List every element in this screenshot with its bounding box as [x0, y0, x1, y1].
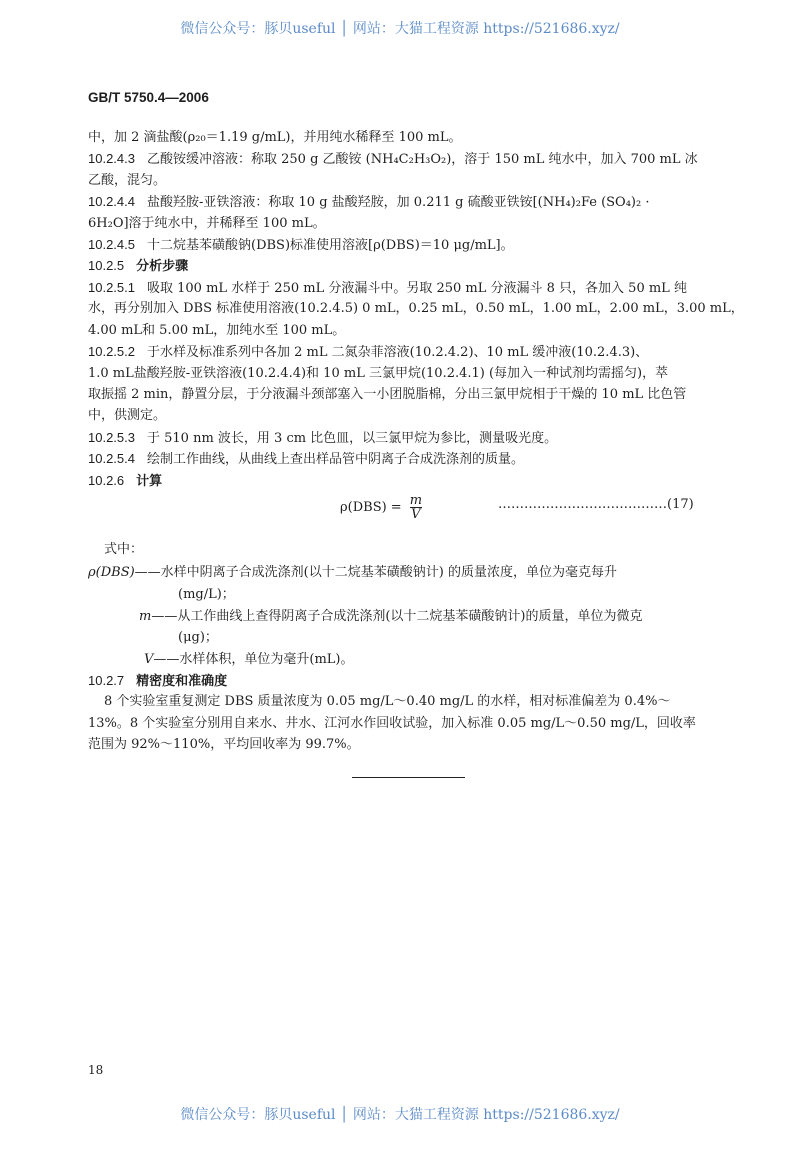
paragraph-line: 范围为 92%～110%，平均回收率为 99.7%。 [88, 737, 360, 752]
clause-text: 于水样及标准系列中各加 2 mL 二氮杂菲溶液(10.2.4.2)、10 mL 缓冲液(10.2.4.3)、 [147, 345, 649, 360]
denominator: V [411, 507, 421, 522]
clause-10-2-5-3 [88, 428, 708, 449]
paragraph-line: 水，再分别加入 DBS 标准使用溶液(10.2.4.5) 0 mL，0.25 mL，0.50 mL，1.00 mL，2.00 mL，3.00 mL， [88, 301, 744, 316]
watermark-bottom: 微信公众号：豚贝useful │ 网站：大猫工程资源 https://521686.xyz/ [180, 1107, 620, 1123]
paragraph-line: 6H₂O]溶于纯水中，并稀释至 100 mL。 [88, 216, 326, 231]
paragraph-line: 4.00 mL和 5.00 mL，加纯水至 100 mL。 [88, 323, 346, 338]
section-10-2-5 [88, 256, 708, 277]
numerator: m [409, 493, 423, 508]
clause-10-2-5-4 [88, 449, 708, 470]
paragraph-line: 1.0 mL盐酸羟胺-亚铁溶液(10.2.4.4)和 10 mL 三氯甲烷(10.2.4.1) (每加入一种试剂均需摇匀)，萃 [88, 366, 669, 381]
clause-number: 10.2.4.3 [88, 151, 135, 166]
page-number: 18 [88, 1063, 104, 1077]
equation-number: …………………………………(17) [498, 497, 694, 512]
section-number: 10.2.7 [88, 673, 125, 688]
clause-number: 10.2.4.4 [88, 194, 135, 209]
paragraph-line: 中，加 2 滴盐酸(ρ₂₀＝1.19 g/mL)，并用纯水稀释至 100 mL。 [88, 130, 462, 145]
clause-10-2-4-3 [88, 149, 708, 170]
fraction [410, 494, 422, 521]
where-m [139, 607, 759, 627]
end-rule [352, 777, 465, 778]
watermark-top: 微信公众号：豚贝useful │ 网站：大猫工程资源 https://521686.xyz/ [180, 21, 620, 37]
clause-text: 十二烷基苯磺酸钠(DBS)标准使用溶液[ρ(DBS)＝10 μg/mL]。 [147, 238, 514, 253]
paragraph-line: 13%。8 个实验室分别用自来水、井水、江河水作回收试验，加入标准 0.05 mg/L～0.50 mg/L，回收率 [88, 716, 696, 731]
section-title: 分析步骤 [136, 259, 189, 274]
section-number: 10.2.5 [88, 258, 125, 273]
clause-number: 10.2.5.1 [88, 280, 135, 295]
clause-number: 10.2.4.5 [88, 237, 135, 252]
paragraph-line: 乙酸，混匀。 [88, 173, 167, 188]
clause-number: 10.2.5.3 [88, 430, 135, 445]
paragraph-line: (μg)； [178, 630, 218, 645]
where-rho [88, 563, 708, 583]
definition: ——水样中阴离子合成洗涤剂(以十二烷基苯磺酸钠计) 的质量浓度，单位为毫克每升 [134, 565, 617, 580]
paragraph-line: 取振摇 2 min，静置分层，于分液漏斗颈部塞入一小团脱脂棉，分出三氯甲烷相于干燥的 10 mL 比色管 [88, 387, 687, 402]
clause-number: 10.2.5.4 [88, 451, 135, 466]
formula-17 [340, 494, 422, 521]
clause-text: 于 510 nm 波长，用 3 cm 比色皿，以三氯甲烷为参比，测量吸光度。 [147, 431, 558, 446]
paragraph-line: 8 个实验室重复测定 DBS 质量浓度为 0.05 mg/L～0.40 mg/L 的水样，相对标准偏差为 0.4%～ [104, 694, 671, 709]
symbol: m [139, 609, 152, 624]
where-label: 式中： [104, 542, 144, 557]
clause-text: 绘制工作曲线，从曲线上查出样品管中阴离子合成洗涤剂的质量。 [147, 452, 525, 467]
section-number: 10.2.6 [88, 473, 125, 488]
definition: ——从工作曲线上查得阴离子合成洗涤剂(以十二烷基苯磺酸钠计)的质量，单位为微克 [151, 609, 643, 624]
symbol: ρ(DBS) [88, 565, 135, 580]
symbol: V [144, 652, 154, 667]
where-v [144, 650, 764, 670]
section-10-2-7 [88, 671, 708, 692]
clause-10-2-5-1 [88, 278, 708, 299]
definition: ——水样体积，单位为毫升(mL)。 [153, 652, 354, 667]
clause-10-2-4-5 [88, 235, 708, 256]
clause-number: 10.2.5.2 [88, 344, 135, 359]
clause-10-2-5-2 [88, 342, 708, 363]
section-title: 精密度和准确度 [136, 674, 228, 689]
paragraph-line: (mg/L)； [178, 587, 235, 602]
formula-lhs: ρ(DBS) = [340, 500, 402, 515]
section-title: 计算 [136, 474, 163, 489]
clause-text: 乙酸铵缓冲溶液：称取 250 g 乙酸铵 (NH₄C₂H₃O₂)，溶于 150 mL 纯水中，加入 700 mL 冰 [147, 152, 698, 167]
clause-text: 盐酸羟胺-亚铁溶液：称取 10 g 盐酸羟胺，加 0.211 g 硫酸亚铁铵[(NH₄)₂Fe (SO₄)₂ · [147, 195, 650, 210]
standard-header: GB/T 5750.4—2006 [88, 90, 209, 105]
clause-10-2-4-4 [88, 192, 708, 213]
section-10-2-6 [88, 471, 708, 492]
clause-text: 吸取 100 mL 水样于 250 mL 分液漏斗中。另取 250 mL 分液漏斗 8 只，各加入 50 mL 纯 [147, 281, 687, 296]
paragraph-line: 中，供测定。 [88, 408, 167, 423]
